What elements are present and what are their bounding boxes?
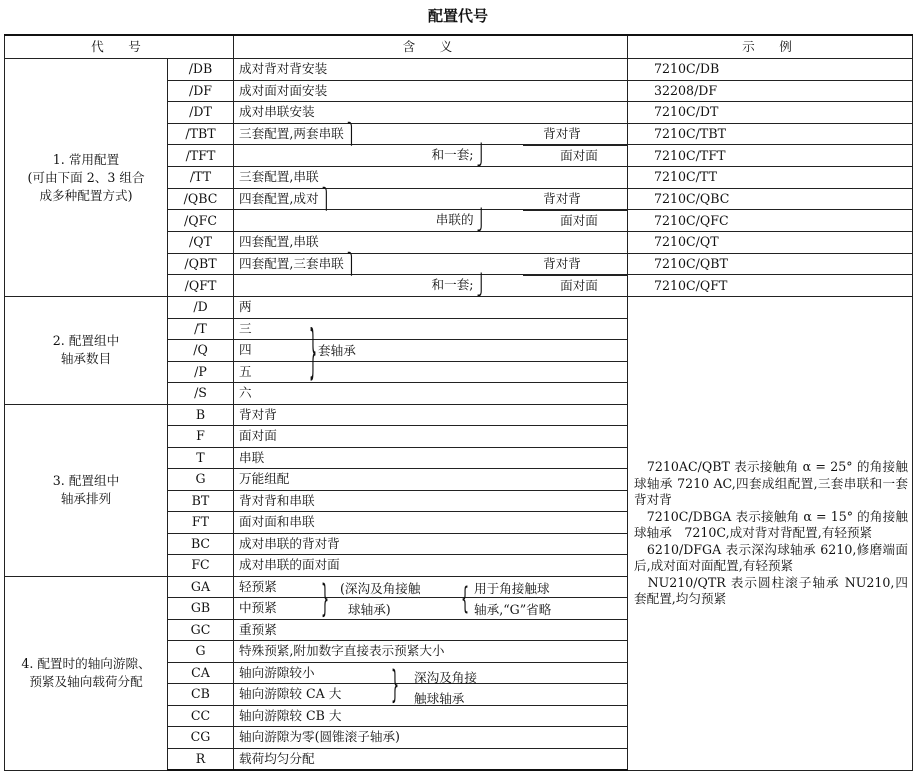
meaning-cell: 面对面和串联: [234, 512, 628, 534]
examples-notes: [628, 297, 913, 771]
meaning-text: 三: [239, 320, 252, 336]
meaning-cell: 背对背: [234, 404, 628, 426]
section-label-line: 1. 常用配置: [52, 151, 120, 167]
meaning-text: 五: [239, 363, 252, 379]
code-cell: F: [168, 426, 234, 448]
code-cell: /S: [168, 383, 234, 405]
preload-note-d: 轴承,“G”省略: [474, 601, 552, 617]
counts-suffix: 套轴承: [318, 343, 356, 358]
preload-note-a: (深沟及角接触: [340, 580, 421, 596]
meaning-cell: [234, 120, 628, 145]
meaning-cell: [234, 641, 628, 663]
example-cell: 7210C/TBT: [628, 123, 913, 145]
example-note: 7210C/DBGA 表示接触角 α = 15° 的角接触球轴承 7210C,成对背对背配置,有轻预紧: [634, 508, 908, 540]
meaning-cell: 串联: [234, 447, 628, 469]
meaning-cell: 成对背对背安装: [234, 59, 628, 81]
example-cell: 7210C/QFC: [628, 210, 913, 232]
meaning-sub: 面对面: [560, 148, 598, 163]
brace-icon: ⎫: [346, 250, 357, 275]
code-cell: /QFT: [168, 275, 234, 297]
code-cell: /T: [168, 318, 234, 340]
header-meaning: 含 义: [234, 35, 628, 59]
meaning-cell: [234, 705, 628, 727]
brace-icon: }: [391, 660, 400, 706]
meaning-cell: 成对面对面安装: [234, 80, 628, 102]
code-cell: /DT: [168, 102, 234, 124]
code-cell: B: [168, 404, 234, 426]
code-cell: /TBT: [168, 123, 234, 145]
meaning-cell: [234, 316, 628, 385]
section-label-line: 3. 配置组中: [52, 473, 120, 488]
example-cell: 7210C/TFT: [628, 145, 913, 167]
meaning-text: 特殊预紧,附加数字直接表示预紧大小: [239, 643, 445, 659]
meaning-text: 三套配置,两套串联: [239, 125, 344, 141]
meaning-sub: 背对背: [543, 255, 581, 271]
header-row: [5, 35, 913, 59]
code-cell: G: [168, 469, 234, 491]
code-cell: /QFC: [168, 210, 234, 232]
example-note: 6210/DFGA 表示深沟球轴承 6210,修磨端面后,成对面对面配置,有轻预紧: [634, 541, 908, 573]
code-cell: FC: [168, 555, 234, 577]
preload-note-c: 用于角接触球: [474, 580, 550, 596]
code-cell: GA: [168, 576, 234, 598]
meaning-sub: 面对面: [560, 213, 598, 228]
header-code: 代 号: [5, 35, 234, 59]
code-cell: GB: [168, 598, 234, 620]
meaning-text: 串联的: [435, 212, 474, 227]
brace-icon: ⎫: [346, 120, 357, 145]
section-label-line: 4. 配置时的轴向游隙、: [21, 656, 151, 671]
brace-icon: }: [309, 316, 318, 385]
code-cell: G: [168, 641, 234, 663]
section-label: [5, 59, 168, 297]
page-title: 配置代号: [427, 7, 488, 25]
meaning-cell: [234, 272, 628, 297]
meaning-text: 和一套;: [431, 147, 474, 162]
code-cell: /QT: [168, 232, 234, 254]
code-cell: /Q: [168, 340, 234, 362]
meaning-text: 载荷均匀分配: [239, 750, 315, 766]
section-label-line: 成多种配置方式): [39, 187, 133, 203]
section-label: [5, 404, 168, 576]
meaning-sub: 背对背: [543, 190, 581, 206]
code-cell: /QBT: [168, 253, 234, 275]
section-label-line: 轴承数目: [60, 351, 112, 367]
meaning-text: 轴向游隙较 CA 大: [239, 686, 342, 702]
table-row: [5, 297, 913, 319]
meaning-cell: 成对串联的背对背: [234, 533, 628, 555]
brace-icon: ⎭: [476, 142, 486, 167]
meaning-text: 轴向游隙为零(圆锥滚子轴承): [239, 729, 400, 745]
meaning-text: 四套配置,成对: [239, 190, 319, 206]
clearance-note-b: 触球轴承: [414, 690, 465, 706]
brace-icon: {: [461, 579, 470, 615]
meaning-cell: 万能组配: [234, 469, 628, 491]
example-cell: 7210C/QFT: [628, 275, 913, 297]
meaning-text: 和一套;: [431, 277, 474, 292]
code-cell: /TT: [168, 167, 234, 189]
code-cell: /TFT: [168, 145, 234, 167]
meaning-cell: [234, 598, 628, 620]
example-cell: 7210C/DB: [628, 59, 913, 81]
example-cell: 7210C/QBT: [628, 253, 913, 275]
code-cell: BC: [168, 533, 234, 555]
example-cell: 7210C/QT: [628, 232, 913, 254]
code-cell: /D: [168, 297, 234, 319]
meaning-cell: [234, 185, 628, 210]
brace-icon: ⎫: [321, 185, 332, 210]
code-cell: CG: [168, 727, 234, 749]
meaning-cell: [234, 383, 628, 405]
meaning-cell: 成对串联安装: [234, 102, 628, 124]
code-cell: R: [168, 748, 234, 770]
meaning-cell: 面对面: [234, 426, 628, 448]
meaning-sub: 面对面: [560, 278, 598, 293]
meaning-cell: [234, 207, 628, 232]
meaning-cell: 三套配置,串联: [234, 167, 628, 189]
section-label-line: (可由下面 2、3 组合: [27, 169, 145, 185]
meaning-cell: [234, 684, 628, 706]
code-cell: /DB: [168, 59, 234, 81]
meaning-cell: 背对背和串联: [234, 490, 628, 512]
example-cell: 7210C/QBC: [628, 188, 913, 210]
meaning-text: 两: [239, 299, 252, 315]
meaning-cell: 成对串联的面对面: [234, 555, 628, 577]
meaning-cell: [234, 748, 628, 770]
meaning-cell: [234, 318, 628, 340]
section-label: [5, 576, 168, 770]
table-row: [5, 59, 913, 81]
meaning-text: 六: [239, 385, 252, 401]
meaning-text: 轻预紧: [239, 578, 277, 594]
meaning-text: 重预紧: [239, 621, 277, 637]
meaning-text: 轴向游隙较 CB 大: [239, 707, 342, 723]
code-cell: /DF: [168, 80, 234, 102]
meaning-cell: [234, 142, 628, 167]
meaning-text: 中预紧: [239, 600, 277, 616]
meaning-cell: [234, 361, 628, 383]
meaning-text: 四: [239, 342, 252, 358]
header-example: 示 例: [628, 35, 913, 59]
section-label-line: 2. 配置组中: [52, 333, 120, 349]
meaning-cell: [234, 297, 628, 319]
section-label-line: 轴承排列: [60, 491, 112, 506]
code-cell: BT: [168, 490, 234, 512]
code-cell: CC: [168, 705, 234, 727]
brace-icon: ⎭: [476, 207, 486, 232]
example-note: 7210AC/QBT 表示接触角 α = 25° 的角接触球轴承 7210 AC,四套成组配置,三套串联和一套背对背: [634, 459, 908, 507]
config-code-table: [4, 34, 913, 771]
meaning-cell: 四套配置,串联: [234, 232, 628, 254]
example-cell: 7210C/TT: [628, 167, 913, 189]
meaning-text: 轴向游隙较小: [239, 664, 315, 680]
code-cell: GC: [168, 619, 234, 641]
code-cell: /P: [168, 361, 234, 383]
preload-note-b: 球轴承): [348, 601, 391, 617]
brace-icon: ⎭: [476, 272, 486, 297]
meaning-cell: [234, 250, 628, 275]
section-label: [5, 297, 168, 405]
meaning-cell: [234, 619, 628, 641]
meaning-sub: 背对背: [543, 125, 581, 141]
meaning-cell: [234, 727, 628, 749]
brace-icon: }: [321, 574, 330, 620]
example-cell: 32208/DF: [628, 80, 913, 102]
code-cell: /QBC: [168, 188, 234, 210]
meaning-text: 四套配置,三套串联: [239, 255, 344, 271]
code-cell: FT: [168, 512, 234, 534]
clearance-note-a: 深沟及角接: [414, 669, 477, 685]
example-cell: 7210C/DT: [628, 102, 913, 124]
code-cell: T: [168, 447, 234, 469]
example-note: NU210/QTR 表示圆柱滚子轴承 NU210,四套配置,均匀预紧: [634, 574, 908, 606]
section-label-line: 预紧及轴向载荷分配: [29, 674, 143, 689]
code-cell: CB: [168, 684, 234, 706]
code-cell: CA: [168, 662, 234, 684]
